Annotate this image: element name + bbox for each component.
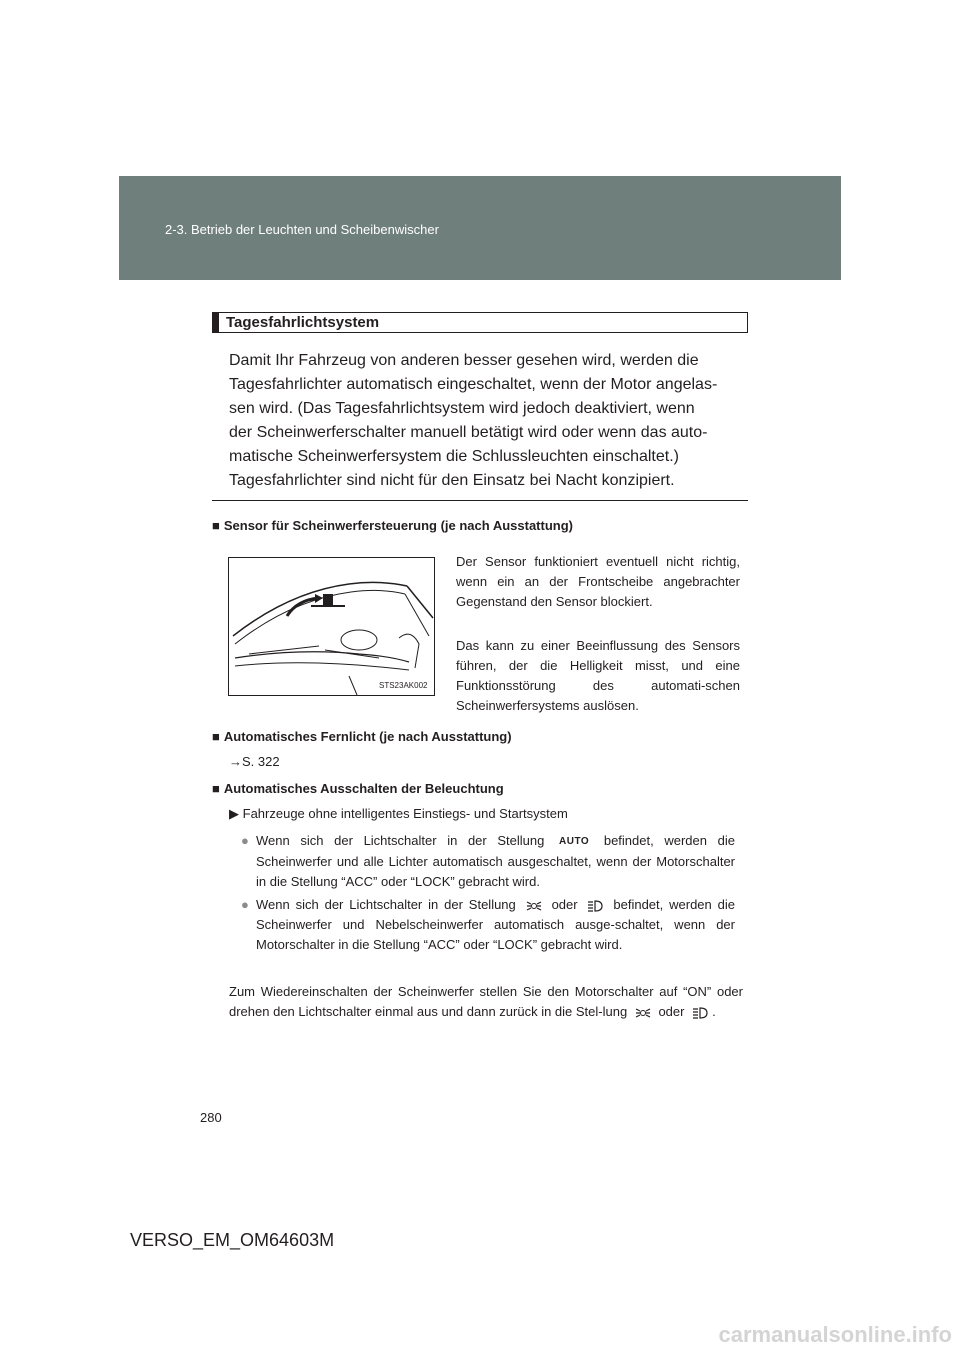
section-title: Tagesfahrlichtsystem <box>226 314 380 331</box>
windshield-illustration <box>229 558 434 695</box>
section-header: 2-3. Betrieb der Leuchten und Scheibenwischer <box>165 222 439 237</box>
page-reference[interactable]: →S. 322 <box>229 754 280 769</box>
page-number: 280 <box>200 1110 222 1125</box>
tail-lights-icon <box>635 1007 651 1019</box>
intro-line: sen wird. (Das Tagesfahrlichtsystem wird jedoch deaktiviert, wenn <box>229 400 695 417</box>
triangle-right-icon: ▶ <box>229 806 239 821</box>
highbeam-heading: ■ Automatisches Fernlicht (je nach Ausstattung) <box>212 729 512 744</box>
bullet-item-headlights: ● Wenn sich der Lichtschalter in der Stellung oder befindet, werden die Scheinwerfer und Nebelscheinwerfer automatisch ausge-schaltet, wenn der Motorschalter in die Stellung “ACC” oder “LOCK” gebracht wird. <box>241 897 735 952</box>
vehicle-type-subheading: ▶ Fahrzeuge ohne intelligentes Einstiegs- und Startsystem <box>229 806 568 821</box>
autooff-heading: ■ Automatisches Ausschalten der Beleuchtung <box>212 781 504 796</box>
document-code: VERSO_EM_OM64603M <box>130 1230 335 1250</box>
sensor-paragraph-2: Das kann zu einer Beeinflussung des Sensors führen, der die Helligkeit misst, und eine Funktionsstörung des automati-schen Scheinwerfersystems auslösen. <box>456 638 740 713</box>
closing-paragraph: Zum Wiedereinschalten der Scheinwerfer stellen Sie den Motorschalter auf “ON” oder drehen den Lichtschalter einmal aus und dann zurück in die Stel-lung oder . <box>229 984 743 1019</box>
arrow-right-icon: → <box>229 754 242 769</box>
intro-line: Damit Ihr Fahrzeug von anderen besser gesehen wird, werden die <box>229 352 699 369</box>
title-accent-bar <box>213 313 219 332</box>
section-title-box <box>212 312 748 333</box>
round-bullet-icon: ● <box>241 833 249 848</box>
square-bullet-icon: ■ <box>212 781 220 796</box>
sensor-heading: ■ Sensor für Scheinwerfersteuerung (je nach Ausstattung) <box>212 518 573 533</box>
square-bullet-icon: ■ <box>212 518 220 533</box>
round-bullet-icon: ● <box>241 897 249 912</box>
sensor-paragraph-1: Der Sensor funktioniert eventuell nicht richtig, wenn ein an der Frontscheibe angebrachter Gegenstand den Sensor blockiert. <box>456 554 740 609</box>
square-bullet-icon: ■ <box>212 729 220 744</box>
figure-code: STS23AK002 <box>379 681 428 690</box>
headlight-icon <box>692 1007 708 1019</box>
watermark: carmanualsonline.info <box>718 1322 952 1347</box>
windshield-sensor-figure <box>228 557 435 696</box>
intro-line: Tagesfahrlichter automatisch eingeschaltet, wenn der Motor angelas- <box>229 376 718 393</box>
divider <box>212 500 748 501</box>
tail-lights-icon <box>526 900 542 912</box>
bullet-item-auto: ● Wenn sich der Lichtschalter in der Stellung AUTO befindet, werden die Scheinwerfer und alle Lichter automatisch ausgeschaltet, wenn der Motorschalter in die Stellung “ACC” oder “LOCK” gebracht wird. <box>241 833 735 889</box>
headlight-icon <box>587 900 603 912</box>
intro-line: matische Scheinwerfersystem die Schlussleuchten einschaltet.) <box>229 448 679 465</box>
intro-paragraph <box>229 349 747 493</box>
auto-switch-icon: AUTO <box>559 835 590 847</box>
intro-line: der Scheinwerferschalter manuell betätigt wird oder wenn das auto- <box>229 424 708 441</box>
intro-line: Tagesfahrlichter sind nicht für den Einsatz bei Nacht konzipiert. <box>229 472 675 489</box>
